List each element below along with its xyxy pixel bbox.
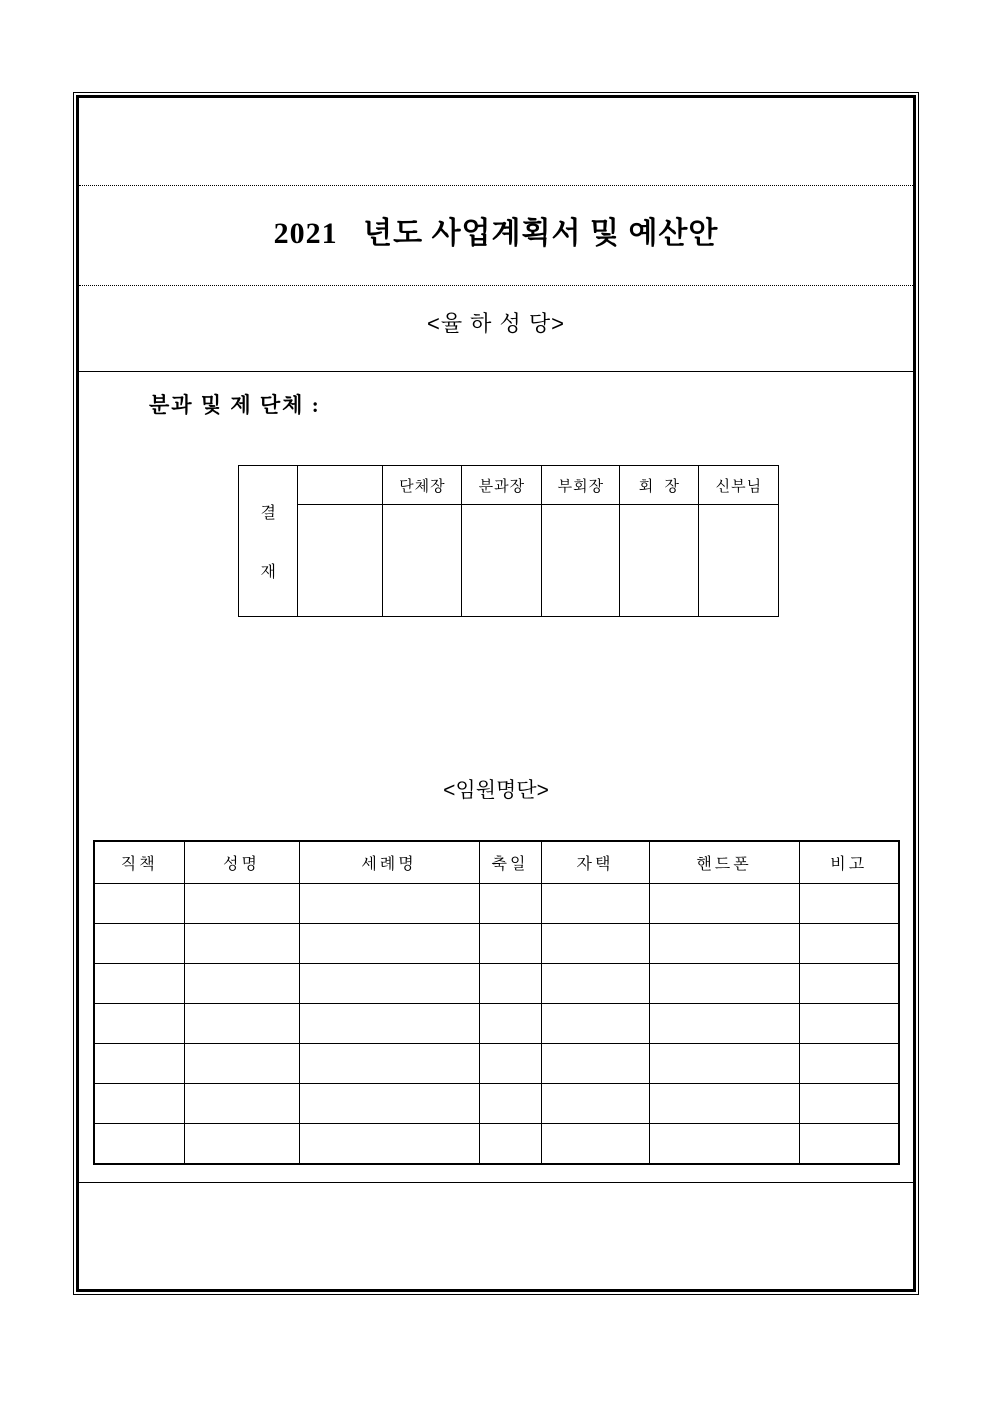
officer-empty-row: [94, 964, 899, 1004]
approval-signature-cell: [383, 505, 462, 617]
officer-empty-cell: [94, 1044, 184, 1084]
officer-empty-cell: [799, 964, 899, 1004]
officer-empty-cell: [479, 1004, 541, 1044]
officer-header-row: [94, 841, 899, 884]
approval-header-cell-buhoejang: 부회장: [542, 466, 620, 505]
officer-table: [93, 840, 900, 1165]
approval-signature-row: [239, 505, 779, 617]
officer-empty-cell: [94, 924, 184, 964]
officer-empty-cell: [799, 1004, 899, 1044]
approval-stamp-label: [239, 500, 297, 582]
officer-empty-cell: [541, 1084, 649, 1124]
document-title: 2021 년도 사업계획서 및 예산안: [273, 217, 719, 250]
officer-empty-cell: [799, 884, 899, 924]
officer-empty-cell: [649, 1004, 799, 1044]
officer-empty-cell: [184, 1124, 299, 1165]
officer-empty-row: [94, 1084, 899, 1124]
approval-table: [238, 465, 779, 617]
approval-header-cell-hoejang: 회 장: [620, 466, 699, 505]
officer-empty-cell: [299, 924, 479, 964]
officer-empty-cell: [299, 884, 479, 924]
officer-empty-cell: [541, 1044, 649, 1084]
officer-empty-cell: [479, 1044, 541, 1084]
officer-empty-cell: [649, 964, 799, 1004]
section-label: 분과 및 제 단체 :: [149, 393, 321, 417]
officer-empty-cell: [541, 1004, 649, 1044]
officer-empty-cell: [799, 1044, 899, 1084]
officer-empty-cell: [94, 1084, 184, 1124]
officer-empty-cell: [299, 964, 479, 1004]
officer-header-cell-baptismal-name: 세례명: [299, 841, 479, 884]
officer-list-title: <임원명단>: [443, 779, 549, 802]
approval-blank-header-cell: [298, 466, 383, 505]
officer-empty-cell: [649, 1044, 799, 1084]
officer-empty-cell: [479, 1124, 541, 1165]
officer-empty-cell: [94, 1124, 184, 1165]
officer-empty-cell: [541, 964, 649, 1004]
officer-empty-cell: [799, 924, 899, 964]
page-border-frame-inner: [76, 95, 916, 1292]
officer-empty-cell: [649, 1084, 799, 1124]
officer-header-cell-home: 자택: [541, 841, 649, 884]
officer-empty-cell: [299, 1084, 479, 1124]
officer-empty-row: [94, 1044, 899, 1084]
stamp-char-1: 결: [260, 505, 276, 522]
officer-empty-cell: [299, 1124, 479, 1165]
approval-header-cell-sinbunim: 신부님: [699, 466, 779, 505]
approval-table-body: [239, 466, 779, 617]
approval-signature-cell: [542, 505, 620, 617]
officer-empty-cell: [799, 1084, 899, 1124]
dotted-divider-under-title: [79, 285, 913, 286]
approval-signature-cell: [462, 505, 542, 617]
officer-empty-cell: [649, 1124, 799, 1165]
officer-empty-cell: [479, 884, 541, 924]
officer-empty-cell: [184, 1044, 299, 1084]
officer-empty-cell: [541, 1124, 649, 1165]
officer-empty-cell: [479, 964, 541, 1004]
approval-stamp-cell: [239, 466, 298, 617]
officer-empty-cell: [479, 924, 541, 964]
officer-empty-cell: [541, 884, 649, 924]
officer-empty-cell: [299, 1044, 479, 1084]
stamp-char-2: 재: [260, 564, 276, 581]
approval-header-cell-danchejang: 단체장: [383, 466, 462, 505]
officer-empty-row: [94, 1004, 899, 1044]
officer-empty-cell: [94, 1004, 184, 1044]
officer-empty-cell: [541, 924, 649, 964]
officer-header-cell-position: 직책: [94, 841, 184, 884]
approval-signature-cell: [699, 505, 779, 617]
officer-empty-cell: [184, 884, 299, 924]
officer-empty-row: [94, 884, 899, 924]
solid-divider-under-church-name: [79, 371, 913, 372]
officer-empty-cell: [649, 884, 799, 924]
officer-empty-cell: [184, 924, 299, 964]
officer-header-cell-feast-day: 축일: [479, 841, 541, 884]
officer-empty-cell: [94, 964, 184, 1004]
officer-empty-cell: [799, 1124, 899, 1165]
officer-empty-cell: [94, 884, 184, 924]
officer-empty-cell: [184, 1084, 299, 1124]
approval-signature-cell: [620, 505, 699, 617]
officer-empty-cell: [184, 964, 299, 1004]
officer-header-cell-cellphone: 핸드폰: [649, 841, 799, 884]
officer-table-body: [94, 884, 899, 1165]
officer-empty-cell: [479, 1084, 541, 1124]
page-border-frame: [73, 92, 919, 1295]
officer-empty-cell: [649, 924, 799, 964]
approval-header-cell-bungwajang: 분과장: [462, 466, 542, 505]
approval-header-row: [239, 466, 779, 505]
approval-signature-cell: [298, 505, 383, 617]
officer-empty-row: [94, 924, 899, 964]
officer-header-cell-name: 성명: [184, 841, 299, 884]
officer-empty-row: [94, 1124, 899, 1165]
dotted-divider-top: [79, 185, 913, 186]
officer-empty-cell: [184, 1004, 299, 1044]
officer-header-cell-remarks: 비고: [799, 841, 899, 884]
church-name: <율 하 성 당>: [426, 311, 566, 336]
officer-empty-cell: [299, 1004, 479, 1044]
solid-divider-bottom: [79, 1182, 913, 1183]
